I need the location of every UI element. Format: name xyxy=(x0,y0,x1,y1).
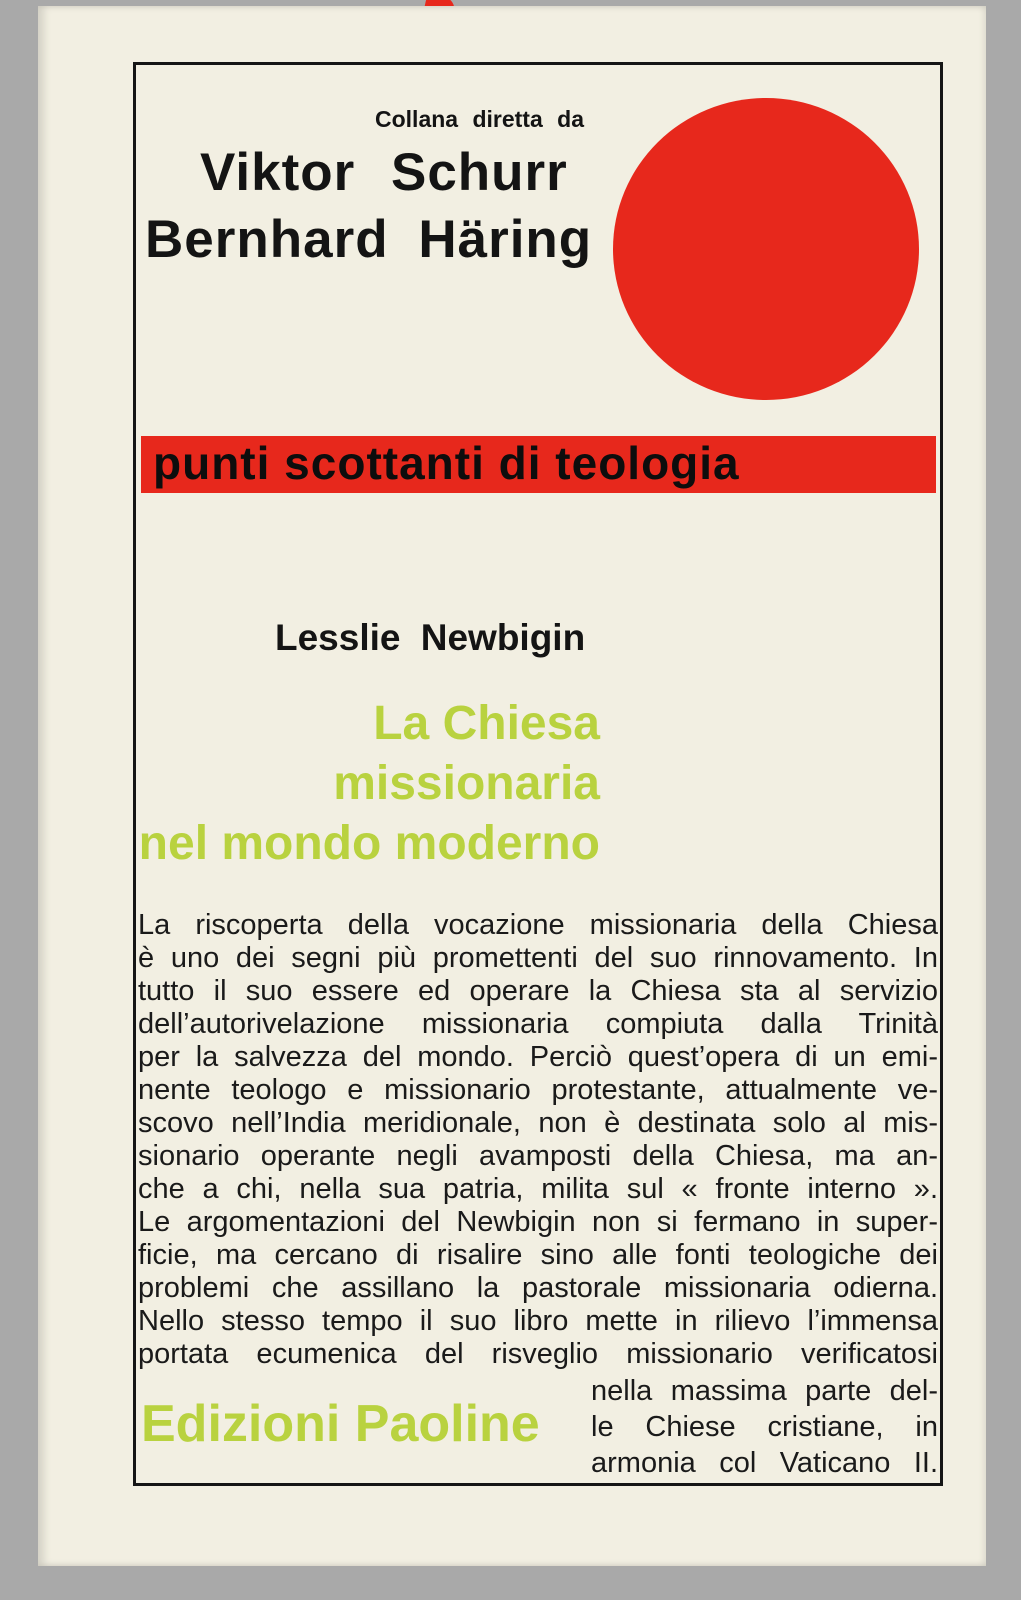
blurb-line: problemi che assillano la pastorale missionaria odierna. xyxy=(138,1272,938,1304)
editor-name-1: Viktor Schurr xyxy=(200,143,568,202)
series-editor-caption: Collana diretta da xyxy=(375,106,584,132)
book-title xyxy=(138,694,600,874)
author-name: Lesslie Newbigin xyxy=(275,617,586,658)
blurb-line: per la salvezza del mondo. Perciò quest’opera di un emi- xyxy=(138,1041,938,1073)
series-band-label: punti scottanti di teologia xyxy=(153,437,740,489)
blurb-line: dell’autorivelazione missionaria compiuta dalla Trinità xyxy=(138,1008,938,1040)
blurb-narrow-line: le Chiese cristiane, in xyxy=(591,1411,938,1443)
book-title-line-1: La Chiesa xyxy=(373,697,600,750)
blurb-line: ficie, ma cercano di risalire sino alle fonti teologiche dei xyxy=(138,1239,938,1271)
editor-name-2: Bernhard Häring xyxy=(145,210,593,269)
book-cover xyxy=(38,6,986,1566)
blurb-narrow-line: armonia col Vaticano II. xyxy=(591,1447,938,1479)
publisher-name: Edizioni Paoline xyxy=(141,1395,540,1453)
blurb-line: è uno dei segni più promettenti del suo rinnovamento. In xyxy=(138,942,938,974)
blurb-line: Le argomentazioni del Newbigin non si fermano in super- xyxy=(138,1206,938,1238)
blurb-line: Nello stesso tempo il suo libro mette in rilievo l’immensa xyxy=(138,1305,938,1337)
blurb-line: nente teologo e missionario protestante, attualmente ve- xyxy=(138,1074,938,1106)
blurb-line: che a chi, nella sua patria, milita sul « fronte interno ». xyxy=(138,1173,938,1205)
red-circle-graphic xyxy=(613,98,919,400)
blurb-line: sionario operante negli avamposti della Chiesa, ma an- xyxy=(138,1140,938,1172)
series-band xyxy=(141,436,936,493)
back-blurb xyxy=(138,909,938,1371)
blurb-line: scovo nell’India meridionale, non è destinata solo al mis- xyxy=(138,1107,938,1139)
book-title-line-3: nel mondo moderno xyxy=(138,817,600,870)
book-title-line-2: missionaria xyxy=(333,757,600,810)
blurb-line: La riscoperta della vocazione missionaria della Chiesa xyxy=(138,909,938,941)
blurb-line: portata ecumenica del risveglio missionario verificatosi xyxy=(138,1338,938,1370)
blurb-line: tutto il suo essere ed operare la Chiesa sta al servizio xyxy=(138,975,938,1007)
back-blurb-continued xyxy=(591,1373,938,1481)
blurb-narrow-line: nella massima parte del- xyxy=(591,1375,938,1407)
